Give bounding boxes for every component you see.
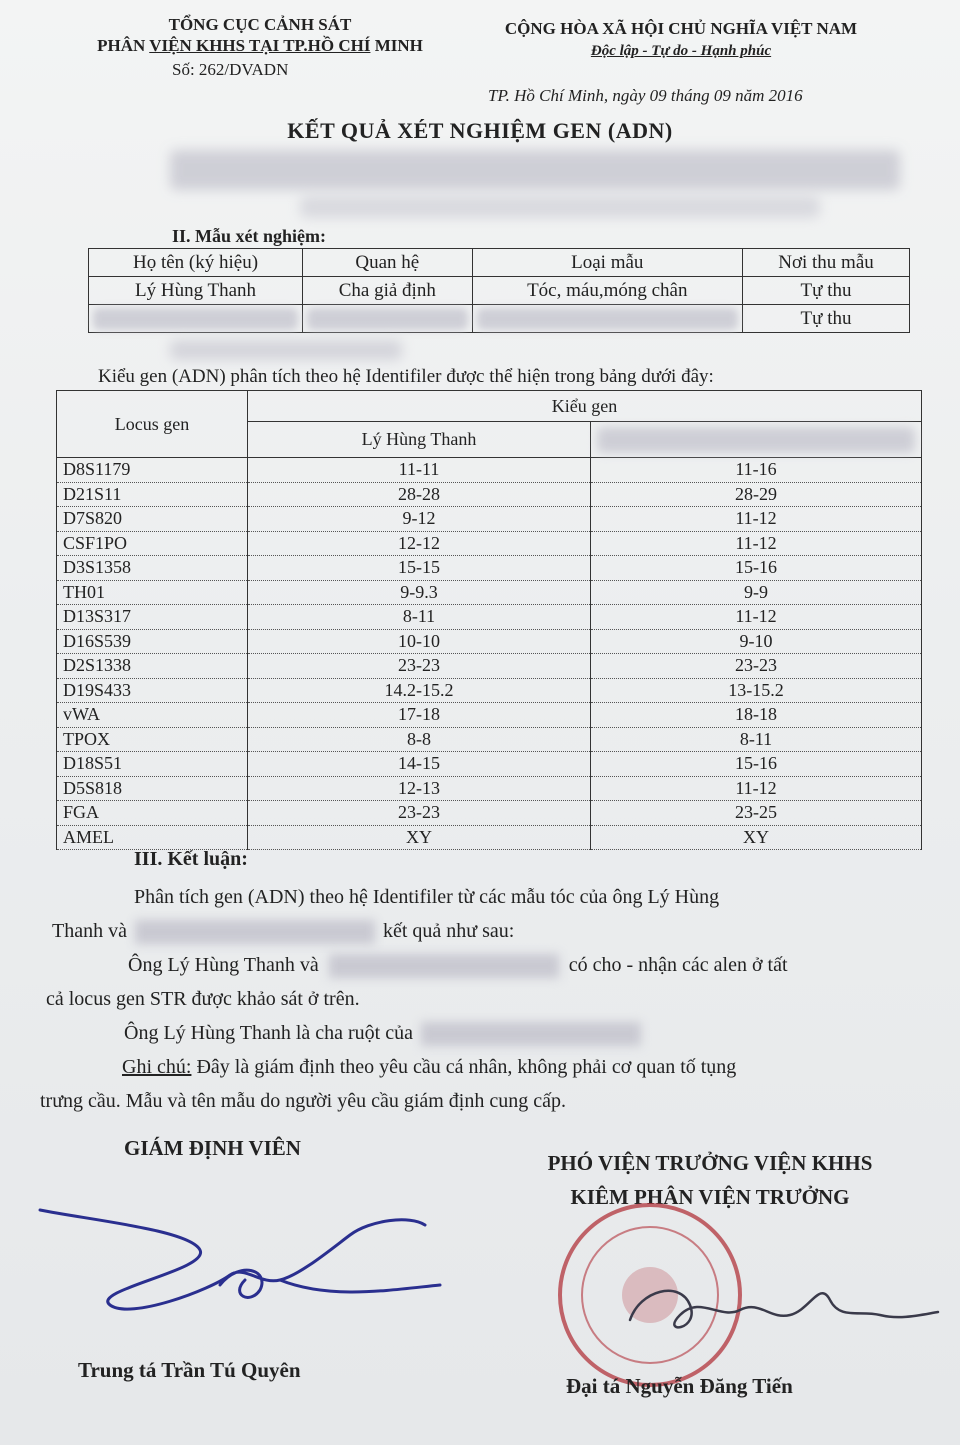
locus-cell: D2S1338 bbox=[57, 654, 248, 679]
signature-stroke bbox=[40, 1210, 440, 1309]
conclusion-paragraph bbox=[40, 948, 930, 982]
person1-genotype-cell: 23-23 bbox=[248, 654, 591, 679]
person1-genotype-cell: 12-13 bbox=[248, 776, 591, 801]
table-row bbox=[57, 556, 922, 581]
conclusion-paragraph bbox=[40, 914, 930, 948]
table-cell bbox=[89, 305, 303, 333]
note-text: Đây là giám định theo yêu cầu cá nhân, không phải cơ quan tố tụng bbox=[191, 1056, 737, 1078]
person1-genotype-cell: 23-23 bbox=[248, 801, 591, 826]
locus-cell: D16S539 bbox=[57, 629, 248, 654]
person1-genotype-cell: 14-15 bbox=[248, 752, 591, 777]
table-row bbox=[57, 825, 922, 850]
person2-genotype-cell: 8-11 bbox=[591, 727, 922, 752]
table-cell: Lý Hùng Thanh bbox=[89, 277, 303, 305]
locus-cell: CSF1PO bbox=[57, 531, 248, 556]
person1-genotype-cell: 17-18 bbox=[248, 703, 591, 728]
column-header: Quan hệ bbox=[303, 249, 472, 277]
examiner-signature bbox=[30, 1190, 450, 1330]
person2-genotype-cell: 15-16 bbox=[591, 556, 922, 581]
column-header-genotype: Kiểu gen bbox=[248, 391, 922, 422]
table-row bbox=[57, 605, 922, 630]
locus-cell: AMEL bbox=[57, 825, 248, 850]
table-cell: Cha giả định bbox=[303, 277, 472, 305]
examiner-name: Trung tá Trần Tú Quyên bbox=[78, 1358, 301, 1382]
agency-line-2-pre: PHÂN bbox=[97, 36, 150, 55]
table-row bbox=[57, 678, 922, 703]
table-row bbox=[89, 305, 910, 333]
person2-genotype-cell: 28-29 bbox=[591, 482, 922, 507]
table-header-row bbox=[57, 391, 922, 422]
redacted-block bbox=[170, 340, 402, 360]
document-number: Số: 262/DVADN bbox=[172, 60, 289, 79]
locus-cell: D3S1358 bbox=[57, 556, 248, 581]
column-header-locus: Locus gen bbox=[57, 391, 248, 458]
person2-genotype-cell: 23-23 bbox=[591, 654, 922, 679]
national-motto: Độc lập - Tự do - Hạnh phúc bbox=[590, 43, 772, 59]
table-row bbox=[57, 531, 922, 556]
person1-genotype-cell: 15-15 bbox=[248, 556, 591, 581]
director-name: Đại tá Nguyễn Đăng Tiến bbox=[566, 1374, 793, 1398]
locus-cell: D5S818 bbox=[57, 776, 248, 801]
examiner-title: GIÁM ĐỊNH VIÊN bbox=[124, 1136, 301, 1160]
person2-genotype-cell: 9-9 bbox=[591, 580, 922, 605]
table-row bbox=[57, 752, 922, 777]
locus-cell: D13S317 bbox=[57, 605, 248, 630]
table-cell bbox=[472, 305, 743, 333]
person1-genotype-cell: 9-9.3 bbox=[248, 580, 591, 605]
person2-genotype-cell: 23-25 bbox=[591, 801, 922, 826]
note-paragraph bbox=[40, 1050, 930, 1084]
table-cell: Tự thu bbox=[743, 305, 910, 333]
conclusion-paragraph: cả locus gen STR được khảo sát ở trên. bbox=[46, 988, 360, 1010]
agency-header bbox=[40, 14, 480, 56]
agency-line-2 bbox=[40, 35, 480, 56]
table-row bbox=[57, 703, 922, 728]
redacted-block bbox=[421, 1022, 641, 1046]
table-header-row bbox=[89, 249, 910, 277]
table-row bbox=[57, 727, 922, 752]
director-title-line-1: PHÓ VIỆN TRƯỞNG VIỆN KHHS bbox=[547, 1151, 873, 1175]
agency-line-2-post: MINH bbox=[370, 36, 423, 55]
locus-cell: D21S11 bbox=[57, 482, 248, 507]
redacted-block bbox=[329, 954, 559, 978]
person2-genotype-cell: 11-12 bbox=[591, 776, 922, 801]
table-row bbox=[57, 458, 922, 483]
conclusion-text: Ông Lý Hùng Thanh và bbox=[128, 954, 319, 976]
column-header: Nơi thu mẫu bbox=[743, 249, 910, 277]
sample-section-heading: II. Mẫu xét nghiệm: bbox=[172, 226, 326, 246]
country-header bbox=[466, 18, 896, 62]
person2-genotype-cell: 11-12 bbox=[591, 507, 922, 532]
conclusion-text: Thanh và bbox=[52, 920, 127, 942]
table-cell: Tóc, máu,móng chân bbox=[472, 277, 743, 305]
table-row bbox=[89, 277, 910, 305]
person2-genotype-cell: 11-12 bbox=[591, 531, 922, 556]
conclusion-heading: III. Kết luận: bbox=[134, 848, 248, 870]
genotype-intro: Kiểu gen (ADN) phân tích theo hệ Identifiler được thể hiện trong bảng dưới đây: bbox=[98, 366, 714, 387]
locus-cell: FGA bbox=[57, 801, 248, 826]
conclusion-text: có cho - nhận các alen ở tất bbox=[568, 954, 788, 976]
conclusion-text: Ông Lý Hùng Thanh là cha ruột của bbox=[124, 1022, 413, 1044]
person1-genotype-cell: 9-12 bbox=[248, 507, 591, 532]
person2-genotype-cell: 9-10 bbox=[591, 629, 922, 654]
person1-genotype-cell: 12-12 bbox=[248, 531, 591, 556]
person1-genotype-cell: 10-10 bbox=[248, 629, 591, 654]
document-title: KẾT QUẢ XÉT NGHIỆM GEN (ADN) bbox=[287, 118, 673, 143]
director-title-line-2: KIÊM PHÂN VIỆN TRƯỞNG bbox=[570, 1185, 850, 1209]
person2-genotype-cell: 13-15.2 bbox=[591, 678, 922, 703]
column-header: Họ tên (ký hiệu) bbox=[89, 249, 303, 277]
redacted-block bbox=[170, 150, 900, 190]
redacted-block bbox=[135, 920, 375, 944]
person2-genotype-cell: 11-12 bbox=[591, 605, 922, 630]
table-row bbox=[57, 482, 922, 507]
table-row bbox=[57, 776, 922, 801]
locus-cell: D7S820 bbox=[57, 507, 248, 532]
redacted-block bbox=[300, 196, 820, 218]
person1-genotype-cell: 11-11 bbox=[248, 458, 591, 483]
agency-line-2-underlined: VIỆN KHHS TẠI TP.HỒ CHÍ bbox=[149, 36, 371, 55]
person1-genotype-cell: 14.2-15.2 bbox=[248, 678, 591, 703]
conclusion-text: kết quả như sau: bbox=[382, 920, 515, 942]
note-paragraph: trưng cầu. Mẫu và tên mẫu do người yêu cầu giám định cung cấp. bbox=[40, 1090, 566, 1112]
conclusion-paragraph bbox=[40, 1016, 930, 1050]
locus-cell: TH01 bbox=[57, 580, 248, 605]
table-row bbox=[57, 801, 922, 826]
person2-genotype-cell: XY bbox=[591, 825, 922, 850]
note-label: Ghi chú: bbox=[122, 1056, 192, 1078]
person1-genotype-cell: 8-8 bbox=[248, 727, 591, 752]
column-header-person1: Lý Hùng Thanh bbox=[248, 422, 591, 458]
genotype-table bbox=[56, 390, 922, 850]
person1-genotype-cell: 8-11 bbox=[248, 605, 591, 630]
director-signature bbox=[620, 1260, 940, 1350]
person1-genotype-cell: 28-28 bbox=[248, 482, 591, 507]
locus-cell: vWA bbox=[57, 703, 248, 728]
signature-stroke bbox=[630, 1291, 938, 1328]
country-name: CỘNG HÒA XÃ HỘI CHỦ NGHĨA VIỆT NAM bbox=[504, 19, 858, 38]
table-row bbox=[57, 580, 922, 605]
table-cell bbox=[303, 305, 472, 333]
person2-genotype-cell: 18-18 bbox=[591, 703, 922, 728]
locus-cell: D8S1179 bbox=[57, 458, 248, 483]
conclusion-paragraph: Phân tích gen (ADN) theo hệ Identifiler từ các mẫu tóc của ông Lý Hùng bbox=[134, 886, 720, 908]
agency-line-1: TỔNG CỤC CẢNH SÁT bbox=[168, 15, 352, 34]
locus-cell: D19S433 bbox=[57, 678, 248, 703]
person2-genotype-cell: 15-16 bbox=[591, 752, 922, 777]
date-line: TP. Hồ Chí Minh, ngày 09 tháng 09 năm 2016 bbox=[488, 86, 803, 105]
person2-genotype-cell: 11-16 bbox=[591, 458, 922, 483]
sample-table bbox=[88, 248, 910, 333]
column-header-person2 bbox=[591, 422, 922, 458]
column-header: Loại mẫu bbox=[472, 249, 743, 277]
table-row bbox=[57, 654, 922, 679]
locus-cell: TPOX bbox=[57, 727, 248, 752]
table-row bbox=[57, 629, 922, 654]
locus-cell: D18S51 bbox=[57, 752, 248, 777]
conclusion-body bbox=[40, 880, 930, 1118]
table-cell: Tự thu bbox=[743, 277, 910, 305]
table-row bbox=[57, 507, 922, 532]
person1-genotype-cell: XY bbox=[248, 825, 591, 850]
